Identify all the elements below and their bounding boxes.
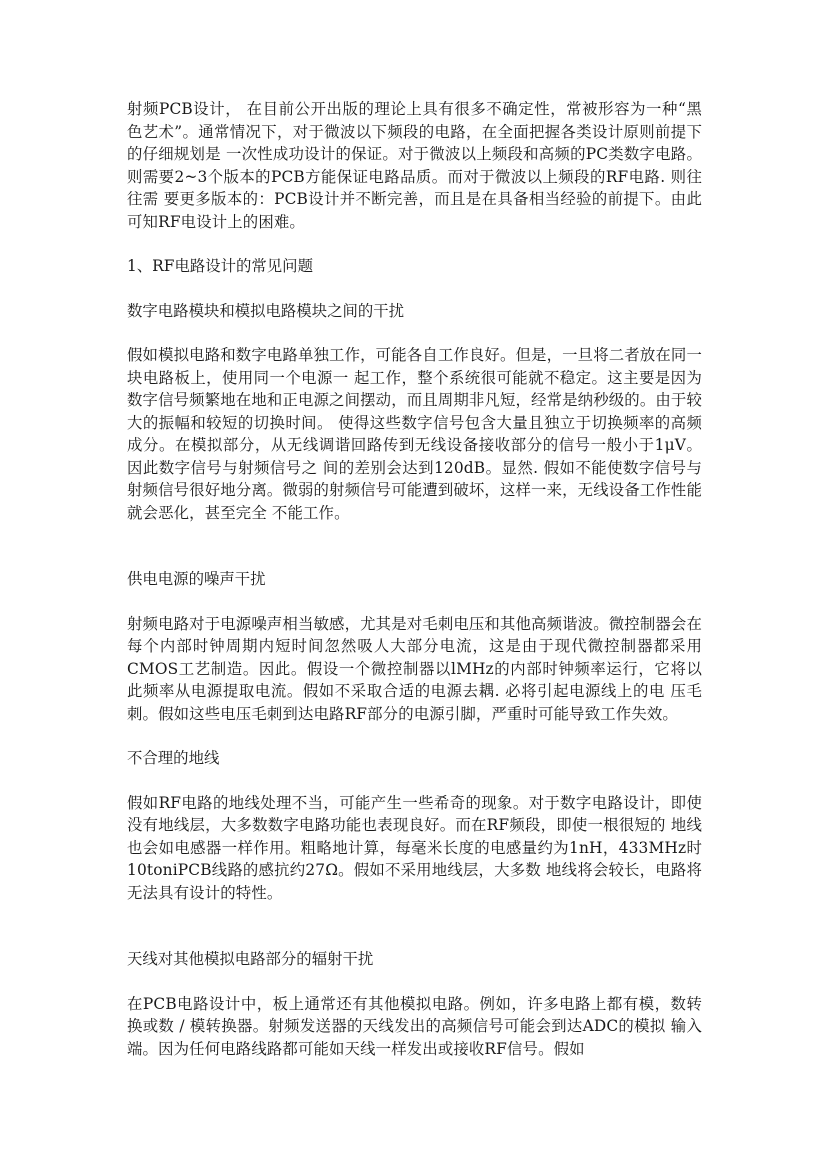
subsection-heading-ground: 不合理的地线 xyxy=(127,749,220,767)
intro-paragraph: 射频PCB设计， 在目前公开出版的理论上具有很多不确定性，常被形容为一种“黑色艺术”。通常情况下，对于微波以下频段的电路，在全面把握各类设计原则前提下的仔细规划是 一次性成功设计的保证。对于微波以上频段和高频的PC类数字电路。则需要2~3个版本的PCB方能保证电路品质。而对于微波以上频段的RF电路. 则往往需 要更多版本的：PCB设计并不断完善，而且是在具备相当经验的前提下。由此可知RF电设计上的困难。 xyxy=(127,100,702,231)
section-title: 1、RF电路设计的常见问题 xyxy=(127,257,313,275)
paragraph-antenna: 在PCB电路设计中，板上通常还有其他模拟电路。例如，许多电路上都有模，数转换或数 / 模转换器。射频发送器的天线发出的高频信号可能会到达ADC的模拟 输入端。因为任何电路线路都可能如天线一样发出或接收RF信号。假如 xyxy=(127,994,702,1058)
paragraph-power-noise: 射频电路对于电源噪声相当敏感，尤其是对毛刺电压和其他高频谐波。微控制器会在每个内部时钟周期内短时间忽然吸人大部分电流，这是由于现代微控制器都采用 CMOS工艺制造。因此。假设一个微控制器以lMHz的内部时钟频率运行，它将以此频率从电源提取电流。假如不采取合适的电源去耦. 必将引起电源线上的电 压毛刺。假如这些电压毛刺到达电路RF部分的电源引脚，严重时可能导致工作失效。 xyxy=(127,614,703,723)
subsection-heading-antenna: 天线对其他模拟电路部分的辐射干扰 xyxy=(127,950,374,968)
paragraph-ground: 假如RF电路的地线处理不当，可能产生一些希奇的现象。对于数字电路设计，即使没有地线层，大多数数字电路功能也表现良好。而在RF频段，即使一根很短的 地线也会如电感器一样作用。粗略地计算，每毫米长度的电感量约为1nH，433MHz时10toniPCB线路的感抗约27Ω。假如不采用地线层，大多数 地线将会较长，电路将无法具有设计的特性。 xyxy=(127,793,702,902)
subsection-heading-power-noise: 供电电源的噪声干扰 xyxy=(127,570,266,588)
subsection-heading-digital-analog: 数字电路模块和模拟电路模块之间的干扰 xyxy=(127,301,405,320)
paragraph-digital-analog: 假如模拟电路和数字电路单独工作，可能各自工作良好。但是，一旦将二者放在同一块电路板上，使用同一个电源一 起工作，整个系统很可能就不稳定。这主要是因为数字信号频繁地在地和正电源之间摆动，而且周期非凡短，经常是纳秒级的。由于较大的振幅和较短的切换时间。 使得这些数字信号包含大量且独立于切换频率的高频成分。在模拟部分，从无线调谐回路传到无线设备接收部分的信号一般小于1μV。因此数字信号与射频信号之 间的差别会达到120dB。显然. 假如不能使数字信号与射频信号很好地分离。微弱的射频信号可能遭到破坏，这样一来，无线设备工作性能就会恶化，甚至完全 不能工作。 xyxy=(127,346,703,522)
document-body xyxy=(127,98,702,1060)
